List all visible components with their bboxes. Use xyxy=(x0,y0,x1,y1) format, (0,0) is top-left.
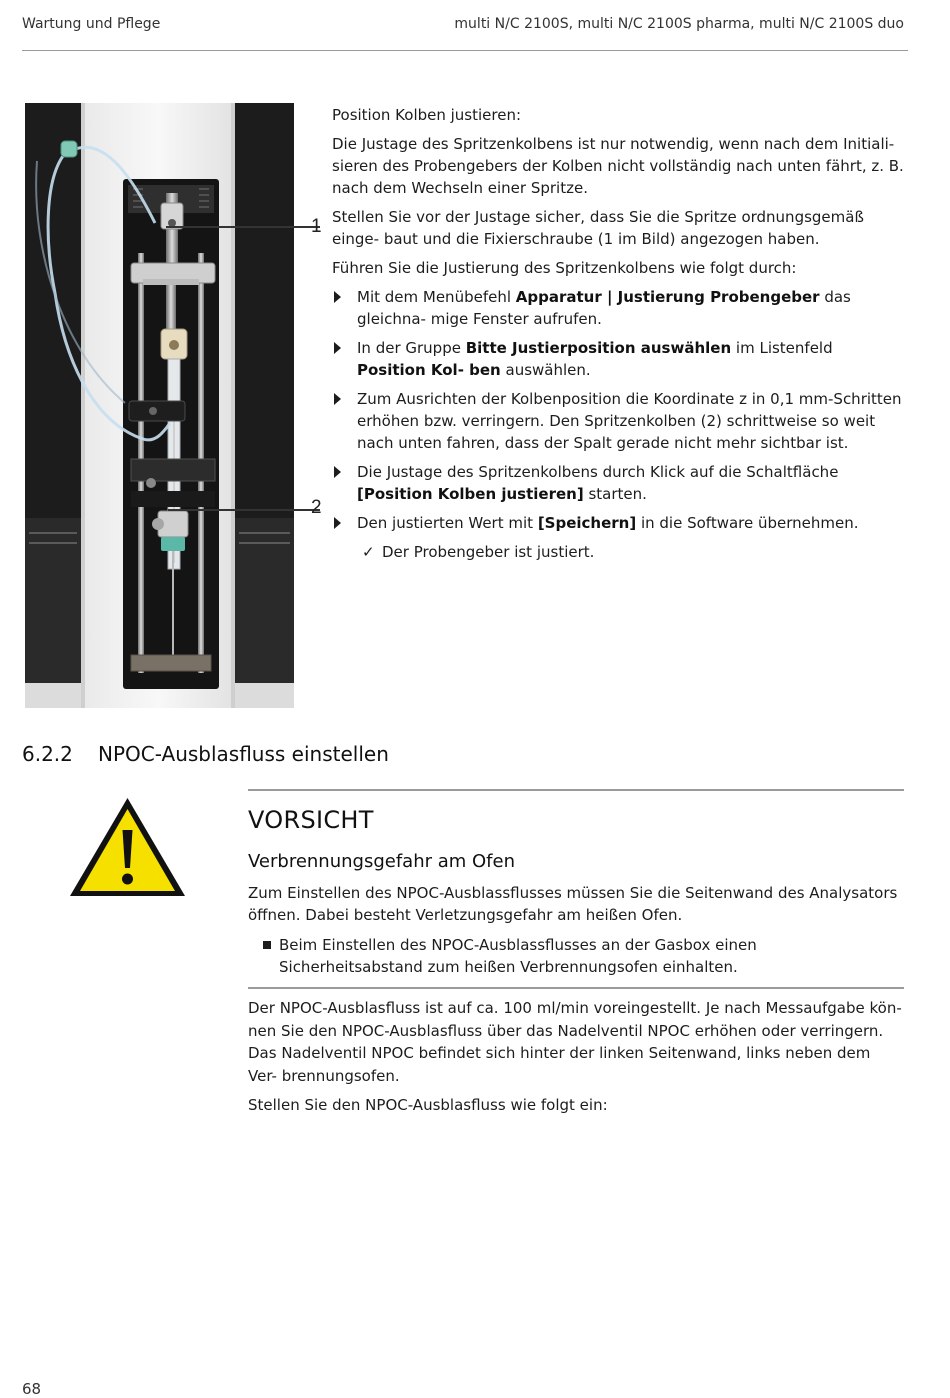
checkmark-icon: ✓ xyxy=(362,543,375,561)
step-text: starten. xyxy=(583,485,647,503)
step-text: Den justierten Wert mit xyxy=(357,514,538,532)
step-arrow-icon xyxy=(334,291,341,303)
result-text: Der Probengeber ist justiert. xyxy=(382,543,595,561)
step-arrow-icon xyxy=(334,466,341,478)
measure-text: Beim Einstellen des NPOC-Ausblassflusses an der Gasbox einen Sicherheitsabstand zum heißen Verbrennungsofen einhalten. xyxy=(279,936,757,976)
step-arrow-icon xyxy=(334,393,341,405)
precondition-paragraph: Stellen Sie vor der Justage sicher, dass Sie die Spritze ordnungsgemäß einge- baut und die Fixierschraube (1 im Bild) angezogen haben. xyxy=(332,208,864,248)
warning-top-rule xyxy=(248,789,904,791)
step-text: In der Gruppe xyxy=(357,339,466,357)
warning-triangle-icon xyxy=(68,796,187,898)
result-line xyxy=(332,541,904,563)
npoc-flow-description xyxy=(248,997,904,1124)
step-text: Mit dem Menübefehl xyxy=(357,288,516,306)
list-item xyxy=(332,512,904,534)
warning-measures xyxy=(248,934,904,978)
list-item xyxy=(248,934,904,978)
button-name-term: [Position Kolben justieren] xyxy=(357,485,584,503)
menu-command-term: Apparatur | Justierung Probengeber xyxy=(515,288,820,306)
procedure-lead-in: Führen Sie die Justierung des Spritzenkolbens wie folgt durch: xyxy=(332,259,797,277)
procedure-heading: Position Kolben justieren: xyxy=(332,106,522,124)
section-heading xyxy=(22,742,389,766)
running-header-product: multi N/C 2100S, multi N/C 2100S pharma, multi N/C 2100S duo xyxy=(454,16,904,32)
button-name-term: [Speichern] xyxy=(537,514,637,532)
syringe-photo xyxy=(25,103,294,708)
running-header-section: Wartung und Pflege xyxy=(22,16,161,32)
square-bullet-icon xyxy=(263,941,271,949)
step-text: auswählen. xyxy=(500,361,591,379)
callout-leader-1 xyxy=(166,226,320,228)
adjust-plunger-instructions xyxy=(332,104,904,563)
description-paragraph: Der NPOC-Ausblasfluss ist auf ca. 100 ml/min voreingestellt. Je nach Messaufgabe kön- nen Sie den NPOC-Ausblasfluss über das Nadelventil NPOC erhöhen oder verringern. Das Nadelventil NPOC befindet sich hinter der linken Seitenwand, links neben dem Ver- brennungsofen. xyxy=(248,999,902,1085)
step-arrow-icon xyxy=(334,342,341,354)
section-title: NPOC-Ausblasfluss einstellen xyxy=(98,742,389,766)
warning-hazard-title: Verbrennungsgefahr am Ofen xyxy=(248,851,516,872)
step-text: Zum Ausrichten der Kolbenposition die Koordinate z in 0,1 mm-Schritten erhöhen bzw. verringern. Den Spritzenkolben (2) schrittweise so weit nach unten fahren, dass der Spalt gerade nicht mehr sichtbar ist. xyxy=(357,390,902,452)
page-number: 68 xyxy=(22,1380,42,1398)
procedure-lead-in: Stellen Sie den NPOC-Ausblasfluss wie folgt ein: xyxy=(248,1096,608,1114)
step-arrow-icon xyxy=(334,517,341,529)
list-field-term: Position Kol- ben xyxy=(357,361,501,379)
callout-label-1: 1 xyxy=(311,216,322,237)
warning-body xyxy=(248,882,904,978)
callout-label-2: 2 xyxy=(311,497,322,518)
step-text: Die Justage des Spritzenkolbens durch Klick auf die Schaltfläche xyxy=(357,463,839,481)
step-text: im Listenfeld xyxy=(731,339,833,357)
intro-paragraph: Die Justage des Spritzenkolbens ist nur notwendig, wenn nach dem Initiali- sieren des Probengebers der Kolben nicht vollständig nach unten fährt, z. B. nach dem Wechseln einer Spritze. xyxy=(332,135,904,197)
group-name-term: Bitte Justierposition auswählen xyxy=(465,339,732,357)
list-item xyxy=(332,286,904,330)
warning-text: Zum Einstellen des NPOC-Ausblassflusses müssen Sie die Seitenwand des Analysators öffnen. Dabei besteht Verletzungsgefahr am heißen Ofen. xyxy=(248,884,898,924)
list-item xyxy=(332,337,904,381)
step-text: das gleichna- mige Fenster aufrufen. xyxy=(357,288,851,328)
section-number: 6.2.2 xyxy=(22,742,73,766)
step-text: in die Software übernehmen. xyxy=(636,514,859,532)
warning-signal-word: VORSICHT xyxy=(248,806,374,834)
warning-bottom-rule xyxy=(248,987,904,989)
list-item xyxy=(332,388,904,454)
step-list xyxy=(332,286,904,534)
callout-leader-2 xyxy=(168,509,320,511)
list-item xyxy=(332,461,904,505)
header-divider xyxy=(22,50,908,51)
